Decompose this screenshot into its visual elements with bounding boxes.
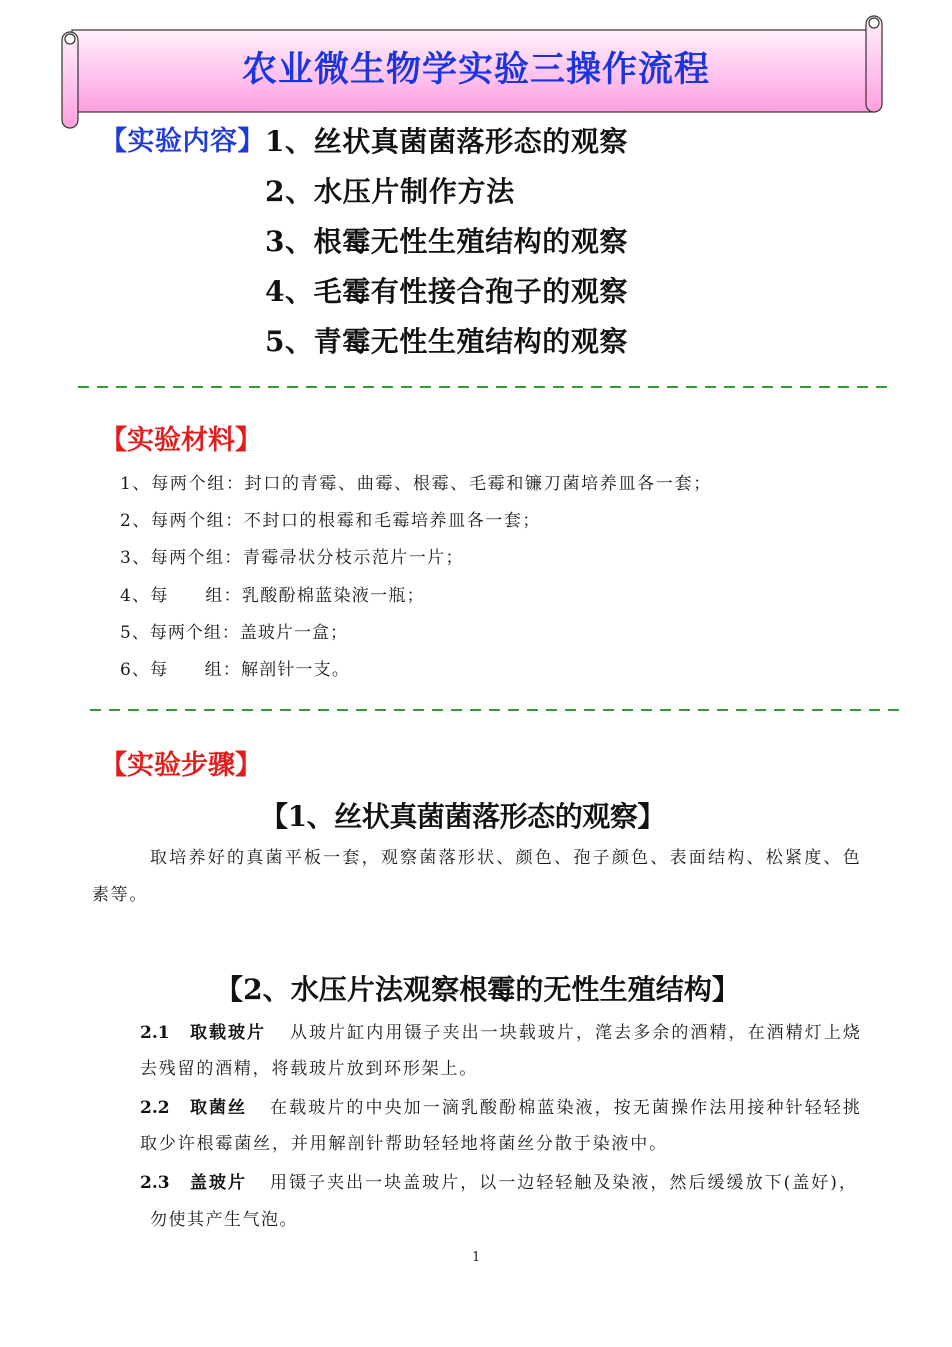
section-1-title: 【1、丝状真菌菌落形态的观察】 bbox=[260, 800, 665, 833]
section-1-line-2: 素等。 bbox=[92, 885, 148, 905]
step-2-2-line-2: 取少许根霉菌丝，并用解剖针帮助轻轻地将菌丝分散于染液中。 bbox=[140, 1134, 668, 1154]
step-2-1-label: 取载玻片 bbox=[190, 1023, 266, 1043]
step-2-3-line-1: 用镊子夹出一块盖玻片，以一边轻轻触及染液，然后缓缓放下(盖好)， bbox=[270, 1173, 858, 1193]
dashed-divider-2 bbox=[0, 705, 952, 715]
contents-item-1: 1、丝状真菌菌落形态的观察 bbox=[265, 125, 628, 158]
step-2-2-line-1: 在载玻片的中央加一滴乳酸酚棉蓝染液，按无菌操作法用接种针轻轻挑 bbox=[270, 1098, 862, 1118]
contents-heading: 【实验内容】 bbox=[100, 126, 265, 157]
materials-heading: 【实验材料】 bbox=[100, 425, 262, 456]
step-2-1-line-2: 去残留的酒精，将载玻片放到环形架上。 bbox=[140, 1059, 478, 1079]
materials-item-5: 5、每两个组：盖玻片一盒； bbox=[120, 623, 348, 643]
banner-left-curl bbox=[65, 34, 75, 44]
contents-item-5: 5、青霉无性生殖结构的观察 bbox=[265, 325, 628, 358]
step-2-3-number: 2.3 bbox=[140, 1173, 170, 1193]
step-2-3-label: 盖玻片 bbox=[190, 1173, 247, 1193]
materials-item-6: 6、每 组：解剖针一支。 bbox=[120, 660, 350, 680]
steps-heading: 【实验步骤】 bbox=[100, 750, 262, 781]
step-2-2-number: 2.2 bbox=[140, 1098, 170, 1118]
banner-right-curl bbox=[869, 18, 879, 28]
step-2-2-label: 取菌丝 bbox=[190, 1098, 247, 1118]
contents-item-2: 2、水压片制作方法 bbox=[265, 175, 515, 208]
step-2-1-line-1: 从玻片缸内用镊子夹出一块载玻片，滗去多余的酒精，在酒精灯上烧 bbox=[290, 1023, 862, 1043]
step-2-3-line-2: 勿使其产生气泡。 bbox=[150, 1210, 298, 1230]
section-2-title: 【2、水压片法观察根霉的无性生殖结构】 bbox=[215, 973, 740, 1006]
materials-item-2: 2、每两个组：不封口的根霉和毛霉培养皿各一套； bbox=[120, 511, 541, 531]
contents-item-3: 3、根霉无性生殖结构的观察 bbox=[265, 225, 628, 258]
step-2-1-number: 2.1 bbox=[140, 1023, 170, 1043]
materials-item-4: 4、每 组：乳酸酚棉蓝染液一瓶； bbox=[120, 586, 425, 606]
contents-item-4: 4、毛霉有性接合孢子的观察 bbox=[265, 275, 628, 308]
materials-item-3: 3、每两个组：青霉帚状分枝示范片一片； bbox=[120, 548, 464, 568]
materials-item-1: 1、每两个组：封口的青霉、曲霉、根霉、毛霉和镰刀菌培养皿各一套； bbox=[120, 474, 712, 494]
dashed-divider-1 bbox=[0, 382, 952, 392]
page-title: 农业微生物学实验三操作流程 bbox=[241, 50, 710, 90]
page-number: 1 bbox=[472, 1250, 481, 1265]
section-1-line-1: 取培养好的真菌平板一套，观察菌落形状、颜色、孢子颜色、表面结构、松紧度、色 bbox=[150, 848, 862, 868]
